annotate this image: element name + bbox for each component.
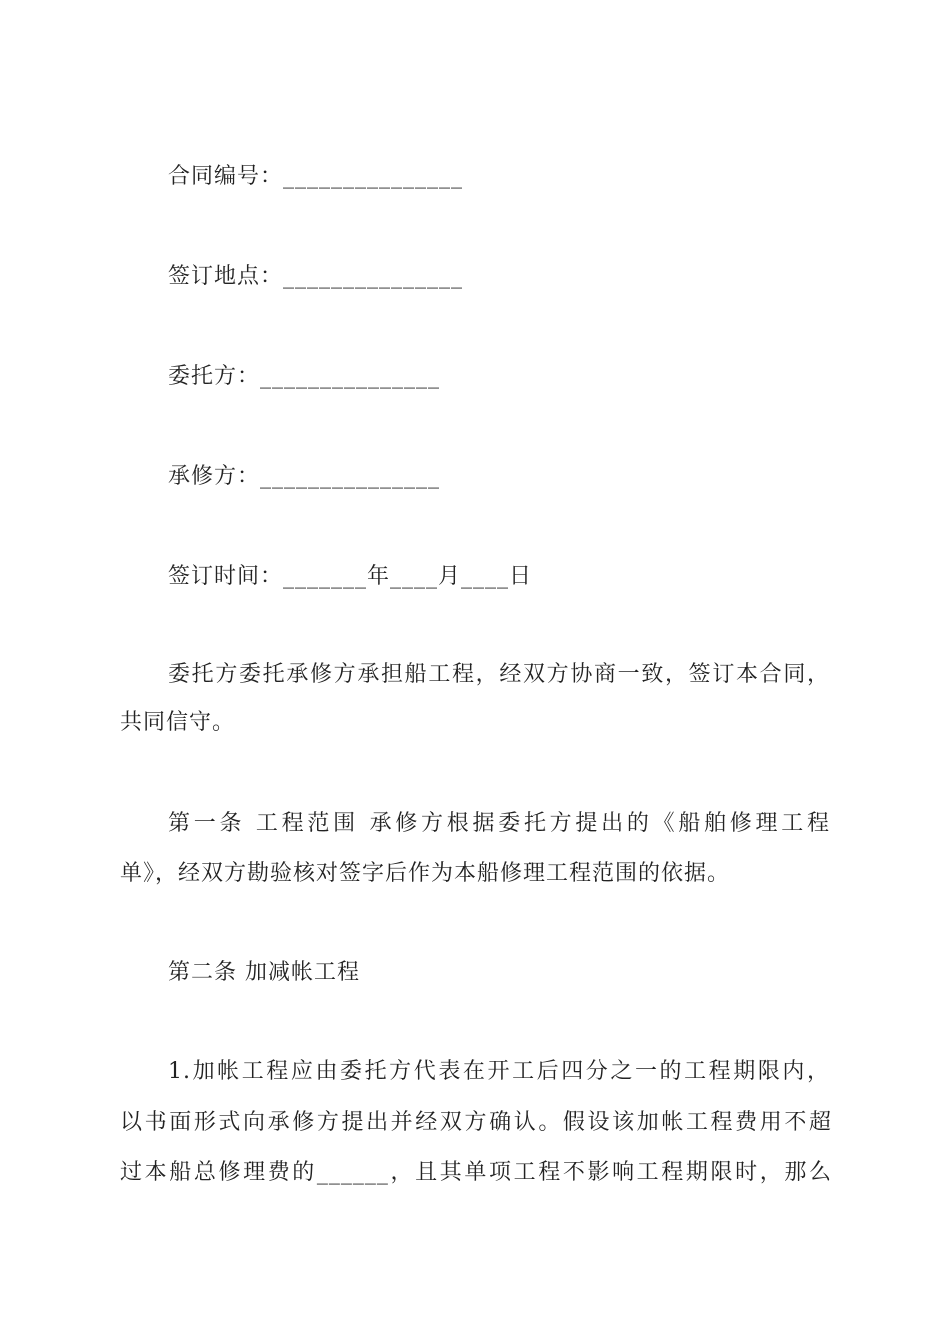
clause1-line-2: 以书面形式向承修方提出并经双方确认。假设该加帐工程费用不超: [120, 1110, 832, 1135]
client-field: 委托方：_______________: [168, 364, 441, 389]
contractor-field: 承修方：_______________: [168, 464, 441, 489]
clause1-line-3: 过本船总修理费的______，且其单项工程不影响工程期限时，那么: [120, 1160, 832, 1185]
sign-place-field: 签订地点：_______________: [168, 264, 464, 289]
contract-number-field: 合同编号：_______________: [168, 164, 464, 189]
sign-time-field: 签订时间：_______年____月____日: [168, 564, 533, 589]
article2-heading: 第二条 加减帐工程: [168, 960, 360, 985]
intro-line-2: 共同信守。: [120, 710, 236, 735]
article1-line-1: 第一条 工程范围 承修方根据委托方提出的《船舶修理工程: [168, 811, 830, 836]
clause1-line-1: 1.加帐工程应由委托方代表在开工后四分之一的工程期限内，: [168, 1059, 830, 1084]
intro-line-1: 委托方委托承修方承担船工程，经双方协商一致，签订本合同，: [168, 662, 830, 687]
article1-line-2: 单》，经双方勘验核对签字后作为本船修理工程范围的依据。: [120, 861, 731, 886]
